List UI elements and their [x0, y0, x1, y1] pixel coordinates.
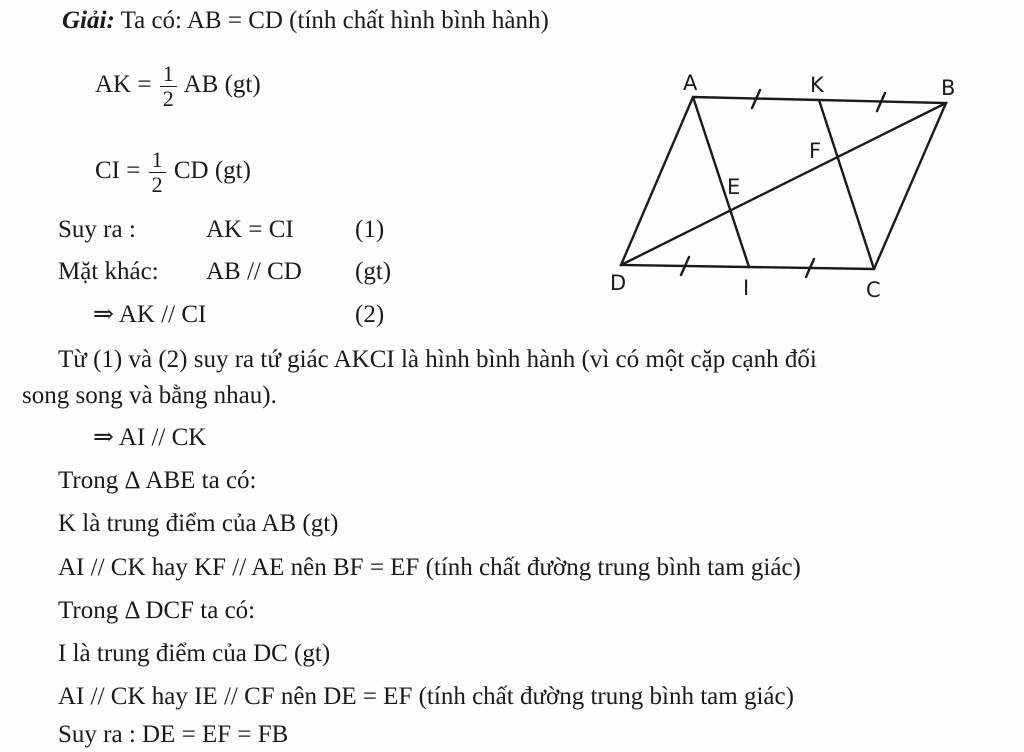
- label-f: F: [809, 139, 822, 163]
- ak-equation: [95, 62, 261, 111]
- label-k: K: [810, 73, 824, 97]
- solution-heading: Giải:: [62, 7, 115, 34]
- ci-left: CI =: [95, 157, 141, 185]
- intro-text: Ta có: AB = CD (tính chất hình bình hành): [120, 7, 549, 34]
- ci-equation: [95, 148, 251, 197]
- segment-ai: [693, 97, 749, 267]
- para1-line1: Từ (1) và (2) suy ra tứ giác AKCI là hình bình hành (vì có một cặp cạnh đối: [58, 346, 817, 373]
- row3-expr: ⇒ AK // CI: [93, 301, 207, 328]
- fraction-numerator: 1: [149, 148, 166, 173]
- ci-right: CD (gt): [173, 157, 251, 185]
- fraction-denominator: 2: [162, 86, 174, 111]
- label-c: C: [866, 278, 881, 302]
- label-a: A: [683, 71, 698, 95]
- fraction-numerator: 1: [160, 62, 177, 87]
- fraction-half: [160, 62, 177, 111]
- row1-label: Suy ra :: [58, 216, 136, 243]
- row1-tag: (1): [355, 216, 385, 243]
- ak-right: AB (gt): [183, 71, 261, 99]
- row2-label: Mặt khác:: [58, 258, 159, 285]
- k-midpoint: K là trung điểm của AB (gt): [58, 510, 339, 537]
- para1-line2: song song và bằng nhau).: [22, 382, 277, 409]
- row3-tag: (2): [355, 301, 385, 328]
- label-d: D: [610, 271, 627, 295]
- intro-line: [62, 6, 549, 36]
- label-e: E: [727, 175, 741, 199]
- conclusion: Suy ra : DE = EF = FB: [58, 721, 289, 748]
- diagonal-db: [621, 103, 946, 265]
- bf-equals-ef: AI // CK hay KF // AE nên BF = EF (tính chất đường trung bình tam giác): [58, 554, 801, 581]
- triangle-abe: Trong Δ ABE ta có:: [58, 467, 257, 494]
- label-b: B: [941, 76, 956, 100]
- row2-tag: (gt): [355, 258, 392, 285]
- segment-kc: [819, 100, 874, 269]
- label-i: I: [743, 276, 750, 300]
- ak-left: AK =: [95, 71, 152, 99]
- i-midpoint: I là trung điểm của DC (gt): [58, 640, 331, 667]
- parallelogram-diagram: [600, 60, 980, 310]
- triangle-dcf: Trong Δ DCF ta có:: [58, 597, 256, 624]
- de-equals-ef: AI // CK hay IE // CF nên DE = EF (tính chất đường trung bình tam giác): [58, 683, 794, 710]
- row1-expr: AK = CI: [206, 216, 294, 243]
- fraction-half: [149, 148, 166, 197]
- ai-parallel-ck: ⇒ AI // CK: [93, 424, 207, 451]
- row2-expr: AB // CD: [206, 258, 302, 285]
- fraction-denominator: 2: [151, 172, 163, 197]
